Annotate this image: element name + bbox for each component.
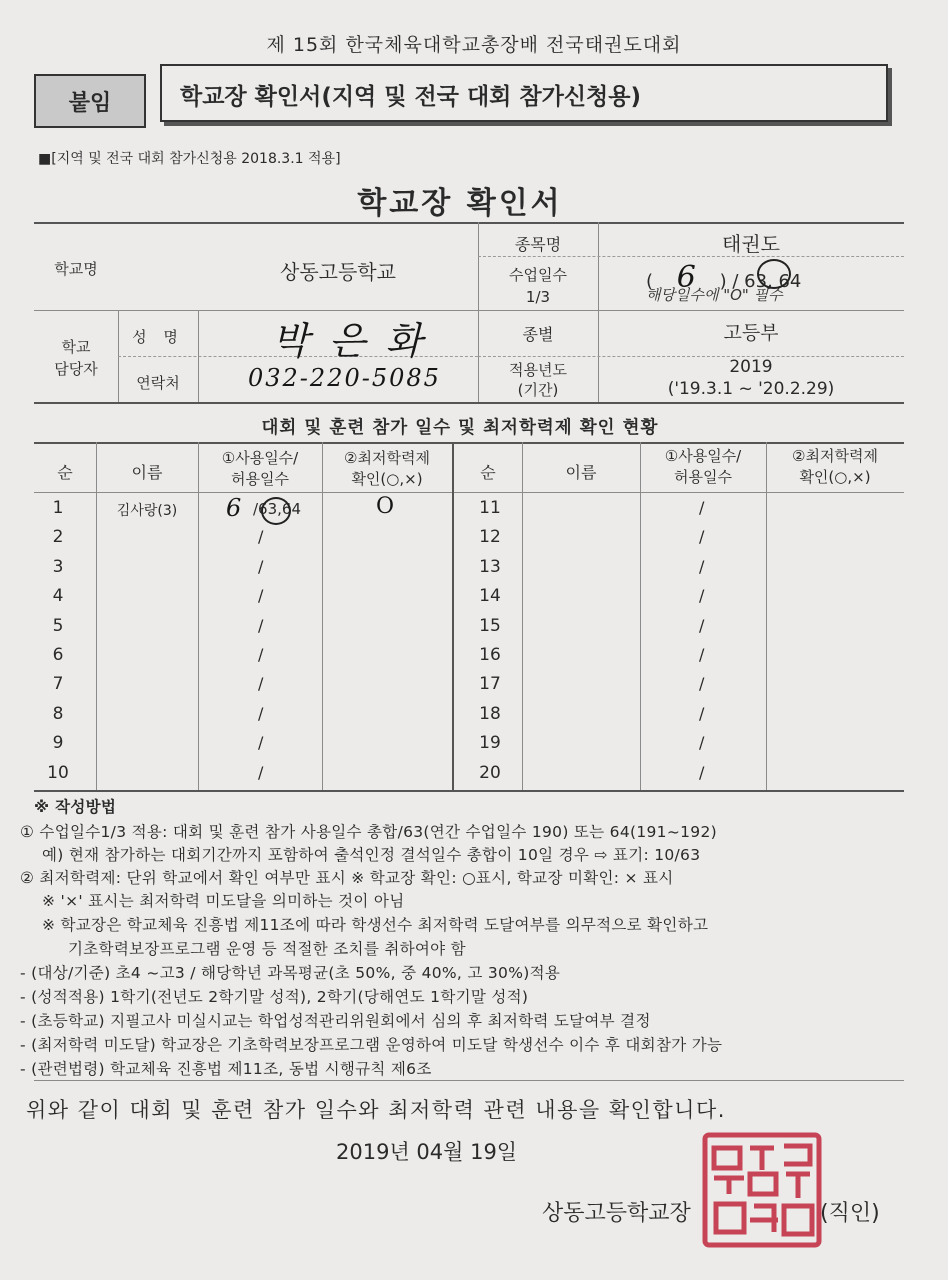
row1-allowed: /63,64: [253, 500, 301, 518]
attachment-box: [34, 74, 146, 128]
staff-label-1: 학교: [61, 338, 91, 356]
contact-label: 연락처: [136, 374, 180, 392]
instruction-line-4: ※ '×' 표시는 최저학력 미도달을 의미하는 것이 아님: [42, 892, 405, 910]
row-number: 13: [479, 556, 501, 577]
row1-min-check: O: [376, 494, 395, 519]
row-number: 17: [479, 674, 501, 695]
row-number: 15: [479, 615, 501, 636]
contact-value: 032-220-5085: [248, 364, 441, 392]
slash-mark: /: [699, 703, 705, 723]
doc-title-banner-text: 학교장 확인서(지역 및 전국 대회 참가신청용): [180, 84, 641, 110]
slash-mark: /: [699, 527, 705, 547]
row-number: 19: [479, 733, 501, 754]
row-number: 9: [52, 733, 64, 754]
days-header-right-2: 허용일수: [674, 468, 732, 486]
min-header-left-1: ②최저학력제: [344, 449, 430, 467]
slash-mark: /: [699, 762, 705, 782]
slash-mark: /: [258, 762, 264, 782]
days-header-right: [640, 446, 766, 488]
signer-name: 상동고등학교장: [542, 1201, 691, 1226]
year-label: [478, 360, 598, 400]
class-days-allowed: ) / 63, 64: [719, 271, 802, 292]
row-number: 4: [52, 586, 64, 607]
form-note: ■[지역 및 전국 대회 참가신청용 2018.3.1 적용]: [38, 151, 341, 167]
name-header-right: 이름: [565, 463, 597, 482]
name-label: 성 명: [132, 328, 184, 346]
class-days-used: 6: [676, 260, 696, 295]
min-header-left-2: 확인(○,×): [351, 470, 423, 488]
row1-used: 6: [226, 494, 242, 522]
row-number: 10: [47, 762, 69, 783]
seq-header-right: 순: [480, 463, 496, 482]
slash-mark: /: [699, 556, 705, 576]
staff-label-2: 담당자: [54, 360, 98, 378]
row-number: 12: [479, 527, 501, 548]
confirmation-statement: 위와 같이 대회 및 훈련 참가 일수와 최저학력 관련 내용을 확인합니다.: [26, 1098, 726, 1122]
slash-mark: /: [258, 645, 264, 664]
school-name-label: 학교명: [54, 260, 98, 278]
days-header-left-2: 허용일수: [231, 470, 289, 488]
year-value: [598, 356, 904, 400]
row-number: 2: [52, 527, 64, 548]
instruction-line-6: 기초학력보장프로그램 운영 등 적절한 조치를 취하여야 함: [68, 940, 466, 958]
slash-mark: /: [258, 674, 264, 694]
instruction-line-2: 예) 현재 참가하는 대회기간까지 포함하여 출석인정 결석일수 총합이 10일 경우 ⇨ 표기: 10/63: [42, 846, 701, 864]
row-number: 11: [479, 498, 501, 518]
row-number: 3: [52, 556, 64, 577]
min-header-right: [766, 446, 904, 488]
min-header-right-2: 확인(○,×): [799, 468, 871, 486]
days-header-left: [198, 448, 322, 490]
doc-title-banner: [160, 64, 888, 122]
slash-mark: /: [699, 674, 705, 694]
row-number: 18: [479, 703, 501, 724]
instruction-line-5: ※ 학교장은 학교체육 진흥법 제11조에 따라 학생선수 최저학력 도달여부를 의무적으로 확인하고: [42, 916, 709, 934]
min-header-right-1: ②최저학력제: [792, 447, 878, 465]
school-name-value: 상동고등학교: [280, 260, 396, 284]
event-title: 제 15회 한국체육대학교총장배 전국태권도대회: [266, 34, 682, 56]
row-number: 7: [52, 674, 64, 695]
row-number: 20: [479, 762, 501, 783]
category-value: 고등부: [723, 322, 779, 344]
instruction-line-1: ① 수업일수1/3 적용: 대회 및 훈련 참가 사용일수 총합/63(연간 수업일수 190) 또는 64(191~192): [20, 823, 717, 841]
class-days-label: 수업일수: [509, 266, 567, 284]
row-number: 5: [52, 615, 64, 636]
slash-mark: /: [699, 586, 705, 606]
instruction-line-8: - (성적적용) 1학기(전년도 2학기말 성적), 2학기(당해연도 1학기말 성적): [20, 988, 529, 1006]
staff-name-value: 박은화: [272, 319, 443, 363]
days-header-right-1: ①사용일수/: [664, 447, 742, 465]
row-number: 6: [52, 645, 64, 665]
row1-name: 김사랑(3): [116, 503, 178, 519]
official-seal-graphic: [700, 1130, 824, 1250]
instruction-line-10: - (최저학력 미도달) 학교장은 기초학력보장프로그램 운영하여 미도달 학생선수 이수 후 대회참가 가능: [20, 1036, 723, 1054]
days-header-left-1: ①사용일수/: [221, 449, 299, 467]
instruction-line-7: - (대상/기준) 초4 ~고3 / 해당학년 과목평균(초 50%, 중 40%, 고 30%)적용: [20, 964, 561, 982]
staff-label: [34, 336, 118, 380]
official-seal: [700, 1130, 824, 1250]
seq-header-left: 순: [57, 463, 73, 482]
instructions-title: ※ 작성방법: [34, 798, 117, 816]
attachment-label: 붙임: [68, 91, 112, 116]
slash-mark: /: [258, 556, 264, 576]
instruction-line-3: ② 최저학력제: 단위 학교에서 확인 여부만 표시 ※ 학교장 확인: ○표시, 학교장 미확인: × 표시: [20, 869, 674, 887]
slash-mark: /: [258, 733, 264, 753]
row-number: 8: [52, 703, 64, 724]
year-value-period: ('19.3.1 ~ '20.2.29): [667, 379, 835, 399]
sport-label: 종목명: [514, 235, 562, 254]
main-title: 학교장 확인서: [357, 186, 563, 221]
slash-mark: /: [699, 498, 705, 517]
min-header-left: [322, 448, 452, 490]
year-label-1: 적용년도: [509, 361, 567, 379]
seal-label: (직인): [820, 1201, 880, 1226]
row-number: 1: [52, 498, 64, 518]
slash-mark: /: [258, 527, 264, 547]
class-days-open: (: [646, 271, 654, 292]
row-number: 16: [479, 645, 501, 665]
slash-mark: /: [258, 703, 264, 723]
instruction-line-11: - (관련법령) 학교체육 진흥법 제11조, 동법 시행규칙 제6조: [20, 1060, 432, 1078]
instruction-line-9: - (초등학교) 지필고사 미실시교는 학업성적관리위원회에서 심의 후 최저학력 도달여부 결정: [20, 1012, 651, 1030]
slash-mark: /: [258, 586, 264, 606]
sport-value: 태권도: [722, 232, 780, 256]
name-header-left: 이름: [131, 463, 163, 482]
row1-circle-mark: [261, 497, 291, 525]
year-value-year: 2019: [729, 357, 773, 377]
slash-mark: /: [258, 615, 264, 635]
confirmation-date: 2019년 04월 19일: [336, 1140, 518, 1164]
slash-mark: /: [699, 615, 705, 635]
year-label-2: (기간): [517, 381, 559, 399]
status-table-title: 대회 및 훈련 참가 일수 및 최저학력제 확인 현황: [261, 418, 659, 438]
slash-mark: /: [699, 733, 705, 753]
class-days-ratio: 1/3: [525, 288, 551, 306]
category-label: 종별: [522, 325, 554, 344]
class-days-hint: 해당일수에 "O" 필수: [646, 286, 783, 304]
slash-mark: /: [699, 645, 705, 664]
row-number: 14: [479, 586, 501, 607]
